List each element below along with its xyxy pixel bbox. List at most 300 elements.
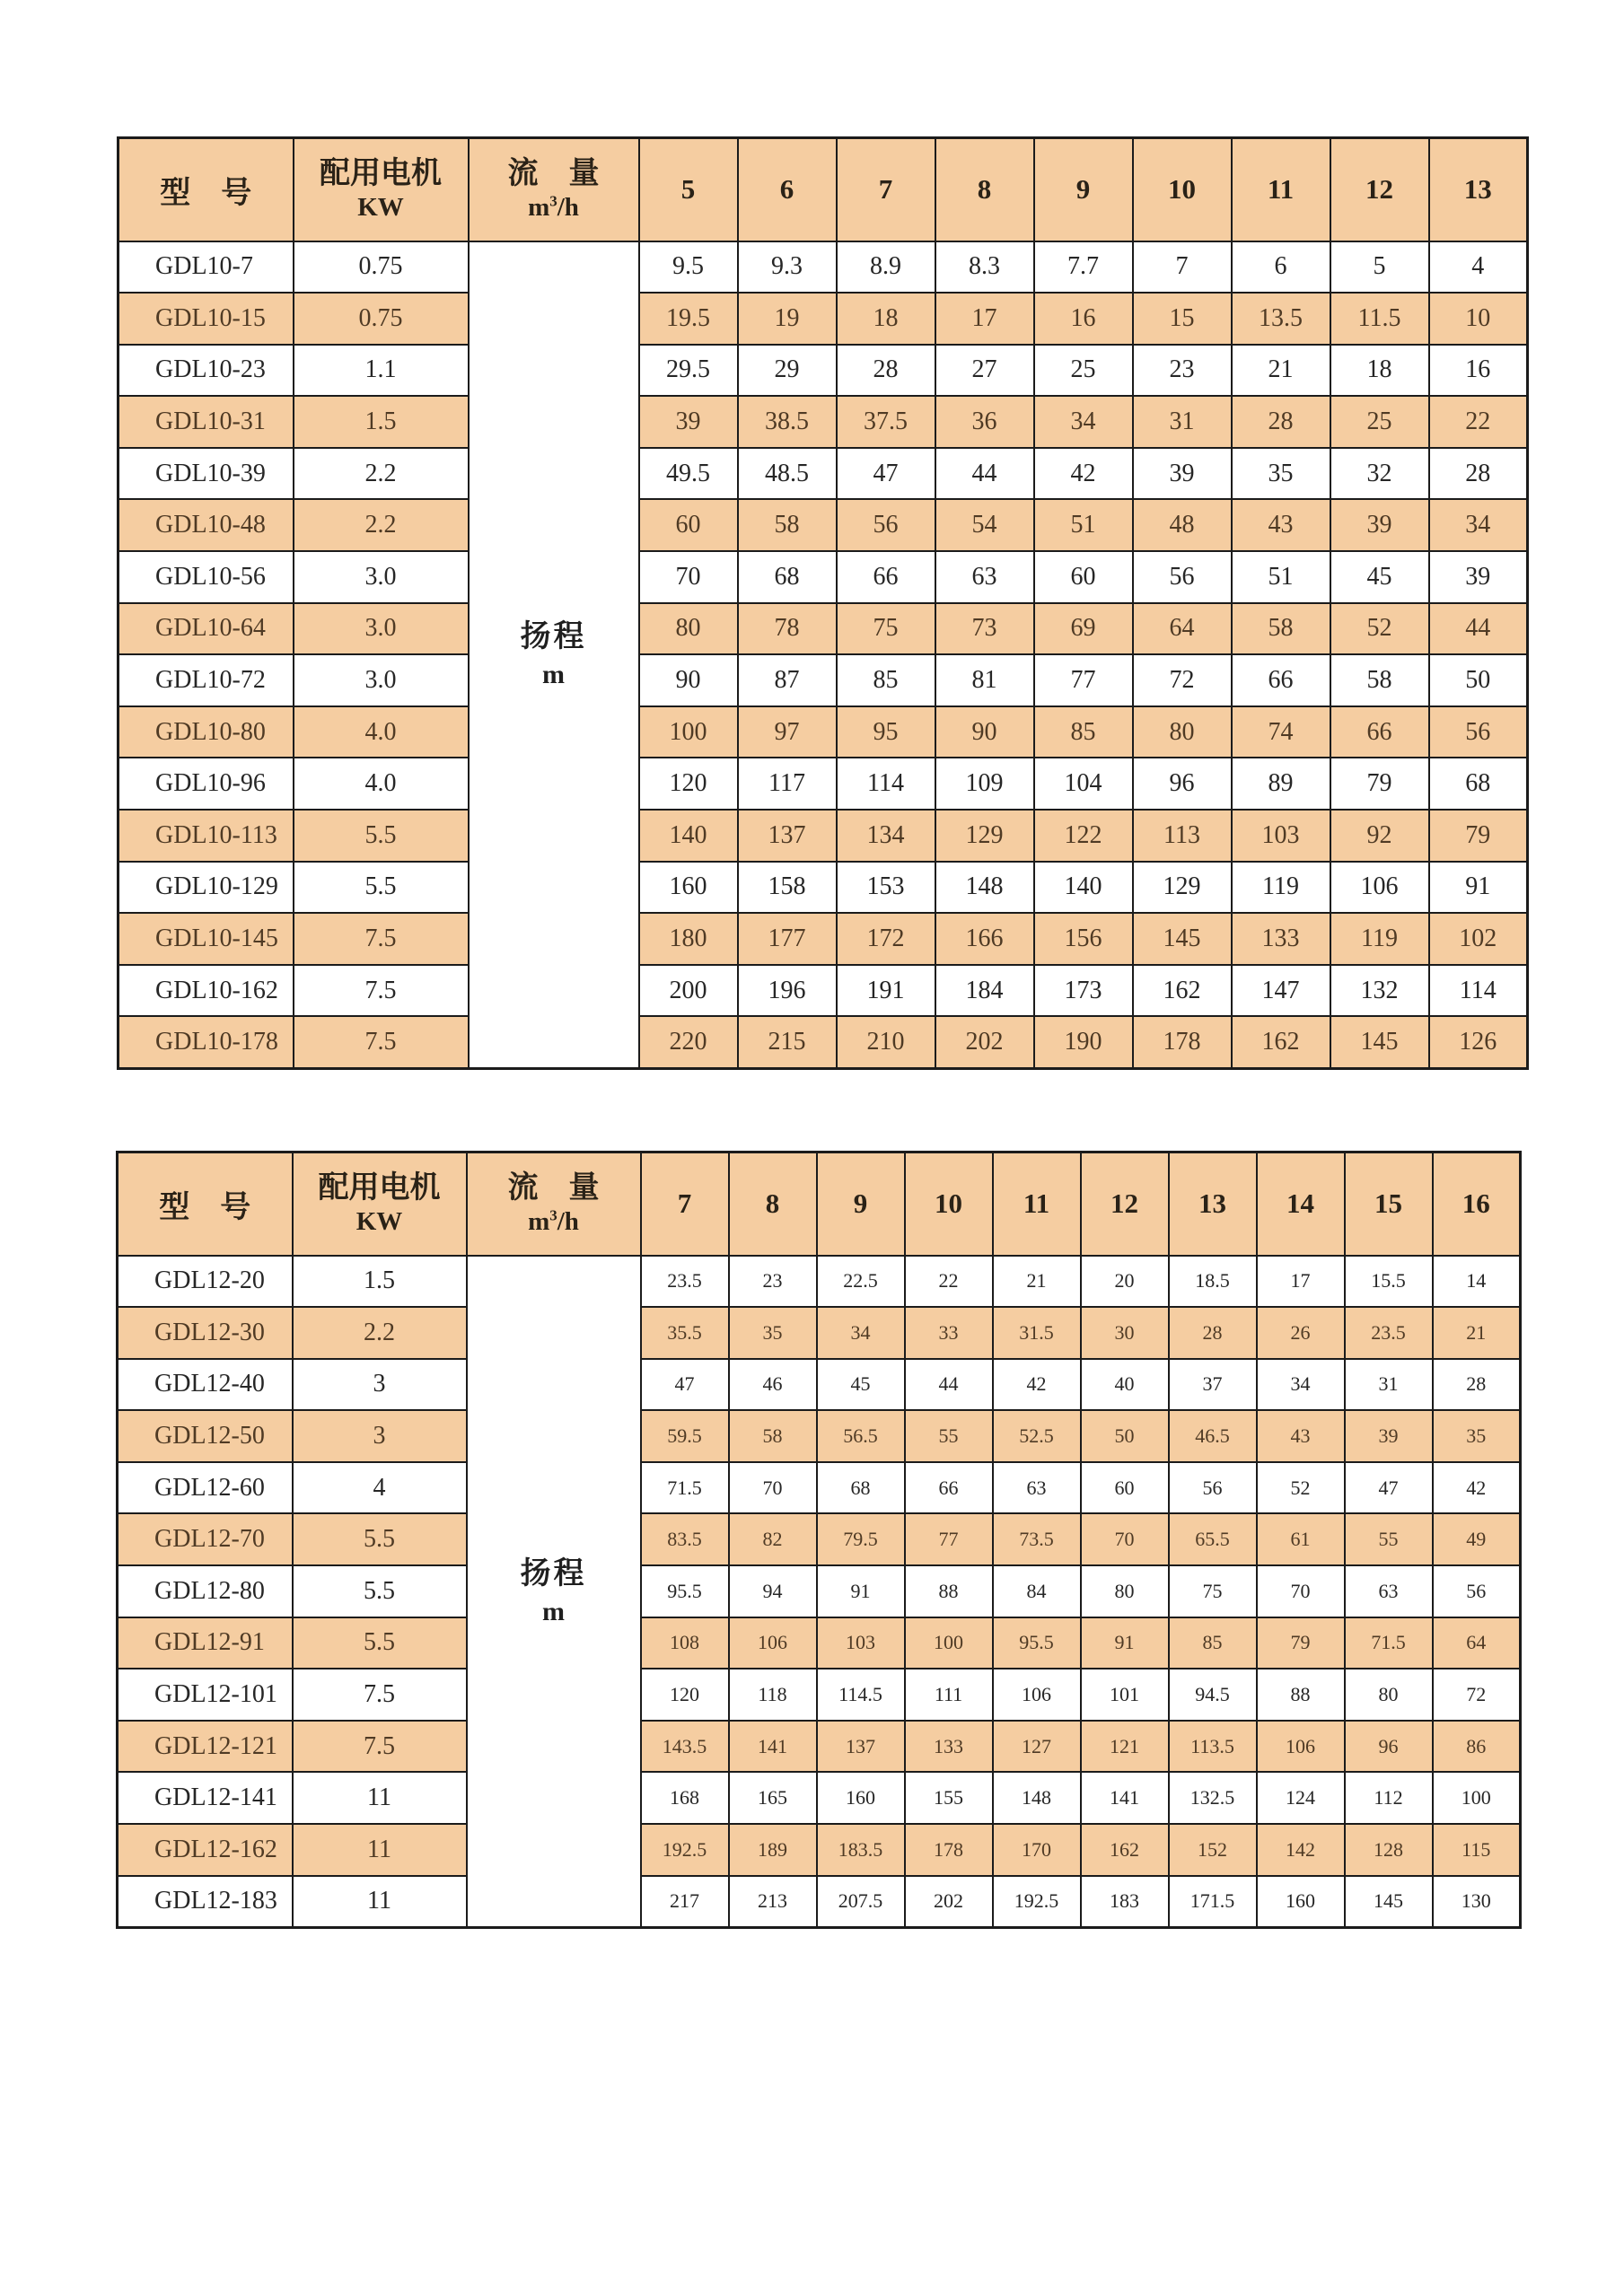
head-value-cell: 92 <box>1330 810 1429 862</box>
motor-kw-cell: 3.0 <box>294 654 469 706</box>
head-value-cell: 145 <box>1330 1016 1429 1068</box>
table-row <box>119 1016 1528 1068</box>
motor-kw-cell: 11 <box>293 1876 467 1928</box>
table-row <box>118 1307 1521 1359</box>
head-value-cell: 20 <box>1081 1256 1169 1308</box>
head-value-cell: 97 <box>738 706 837 758</box>
table-row <box>119 913 1528 965</box>
head-value-cell: 8.9 <box>837 241 935 294</box>
head-value-cell: 16 <box>1429 345 1528 397</box>
head-value-cell: 68 <box>738 551 837 603</box>
head-value-cell: 5 <box>1330 241 1429 294</box>
motor-kw-cell: 2.2 <box>293 1307 467 1359</box>
pump-spec-table-gdl10-container <box>117 136 1529 1070</box>
table-row <box>118 1772 1521 1824</box>
head-value-cell: 55 <box>905 1410 993 1462</box>
head-value-cell: 140 <box>639 810 738 862</box>
head-value-cell: 77 <box>1034 654 1133 706</box>
head-value-cell: 44 <box>1429 603 1528 655</box>
head-value-cell: 183 <box>1081 1876 1169 1928</box>
head-value-cell: 28 <box>1429 448 1528 500</box>
head-value-cell: 95.5 <box>993 1617 1081 1669</box>
head-value-cell: 46 <box>729 1359 817 1411</box>
head-value-cell: 23 <box>1133 345 1232 397</box>
head-value-cell: 38.5 <box>738 396 837 448</box>
head-value-cell: 104 <box>1034 758 1133 810</box>
head-value-cell: 27 <box>935 345 1034 397</box>
model-cell: GDL10-162 <box>119 965 294 1017</box>
head-value-cell: 28 <box>1433 1359 1521 1411</box>
head-value-cell: 51 <box>1232 551 1330 603</box>
head-value-cell: 166 <box>935 913 1034 965</box>
head-value-cell: 79 <box>1257 1617 1345 1669</box>
model-cell: GDL10-23 <box>119 345 294 397</box>
head-value-cell: 106 <box>1257 1721 1345 1773</box>
head-value-cell: 85 <box>1034 706 1133 758</box>
head-value-cell: 56 <box>1433 1565 1521 1617</box>
head-value-cell: 121 <box>1081 1721 1169 1773</box>
head-value-cell: 37 <box>1169 1359 1257 1411</box>
head-value-cell: 22 <box>1429 396 1528 448</box>
head-value-cell: 120 <box>639 758 738 810</box>
head-value-cell: 73.5 <box>993 1513 1081 1565</box>
head-value-cell: 34 <box>1429 499 1528 551</box>
head-value-cell: 63 <box>993 1462 1081 1514</box>
head-value-cell: 89 <box>1232 758 1330 810</box>
head-value-cell: 14 <box>1433 1256 1521 1308</box>
head-value-cell: 21 <box>1433 1307 1521 1359</box>
head-value-cell: 65.5 <box>1169 1513 1257 1565</box>
model-cell: GDL12-80 <box>118 1565 293 1617</box>
flow-label-line: 流 量 <box>507 1170 600 1205</box>
head-value-cell: 45 <box>817 1359 905 1411</box>
head-value-cell: 15 <box>1133 293 1232 345</box>
motor-kw-cell: 7.5 <box>294 1016 469 1068</box>
head-value-cell: 18 <box>837 293 935 345</box>
head-unit-merged-cell <box>469 241 639 1069</box>
head-value-cell: 160 <box>639 862 738 914</box>
head-value-cell: 45 <box>1330 551 1429 603</box>
head-value-cell: 9.5 <box>639 241 738 294</box>
head-value-cell: 15.5 <box>1345 1256 1433 1308</box>
head-value-cell: 152 <box>1169 1824 1257 1876</box>
motor-unit-line: KW <box>356 1207 403 1237</box>
head-value-cell: 25 <box>1034 345 1133 397</box>
head-value-cell: 47 <box>641 1359 729 1411</box>
head-value-cell: 94.5 <box>1169 1669 1257 1721</box>
head-value-cell: 127 <box>993 1721 1081 1773</box>
head-value-cell: 70 <box>729 1462 817 1514</box>
column-header-flow-value: 10 <box>1133 138 1232 241</box>
flow-label-line: 流 量 <box>507 156 600 190</box>
head-value-cell: 124 <box>1257 1772 1345 1824</box>
head-value-cell: 8.3 <box>935 241 1034 294</box>
table-row <box>119 345 1528 397</box>
pump-spec-table-gdl12-container <box>116 1151 1522 1929</box>
model-cell: GDL12-50 <box>118 1410 293 1462</box>
head-value-cell: 190 <box>1034 1016 1133 1068</box>
head-value-cell: 189 <box>729 1824 817 1876</box>
table-row <box>119 499 1528 551</box>
head-value-cell: 16 <box>1034 293 1133 345</box>
head-value-cell: 17 <box>935 293 1034 345</box>
motor-kw-cell: 5.5 <box>294 862 469 914</box>
head-value-cell: 86 <box>1433 1721 1521 1773</box>
motor-kw-cell: 2.2 <box>294 448 469 500</box>
head-value-cell: 39 <box>1345 1410 1433 1462</box>
head-value-cell: 49 <box>1433 1513 1521 1565</box>
table-row <box>119 706 1528 758</box>
head-value-cell: 132.5 <box>1169 1772 1257 1824</box>
head-value-cell: 40 <box>1081 1359 1169 1411</box>
head-value-cell: 79.5 <box>817 1513 905 1565</box>
model-cell: GDL10-96 <box>119 758 294 810</box>
head-value-cell: 73 <box>935 603 1034 655</box>
motor-kw-cell: 5.5 <box>293 1565 467 1617</box>
head-label-line: 扬程 <box>520 620 587 654</box>
head-value-cell: 18 <box>1330 345 1429 397</box>
head-value-cell: 134 <box>837 810 935 862</box>
head-value-cell: 95.5 <box>641 1565 729 1617</box>
head-value-cell: 114 <box>837 758 935 810</box>
column-header-flow-value: 5 <box>639 138 738 241</box>
motor-label-line: 配用电机 <box>320 156 442 190</box>
head-value-cell: 162 <box>1232 1016 1330 1068</box>
head-value-cell: 114.5 <box>817 1669 905 1721</box>
head-value-cell: 43 <box>1257 1410 1345 1462</box>
head-value-cell: 79 <box>1330 758 1429 810</box>
column-header-flow-value: 9 <box>817 1152 905 1256</box>
head-value-cell: 70 <box>1081 1513 1169 1565</box>
head-value-cell: 202 <box>935 1016 1034 1068</box>
model-cell: GDL10-15 <box>119 293 294 345</box>
head-value-cell: 84 <box>993 1565 1081 1617</box>
model-cell: GDL10-72 <box>119 654 294 706</box>
head-value-cell: 50 <box>1429 654 1528 706</box>
head-value-cell: 4 <box>1429 241 1528 294</box>
head-value-cell: 66 <box>1232 654 1330 706</box>
column-header-flow-value: 11 <box>1232 138 1330 241</box>
head-value-cell: 55 <box>1345 1513 1433 1565</box>
model-cell: GDL10-145 <box>119 913 294 965</box>
head-value-cell: 147 <box>1232 965 1330 1017</box>
head-value-cell: 106 <box>729 1617 817 1669</box>
head-value-cell: 173 <box>1034 965 1133 1017</box>
model-cell: GDL12-60 <box>118 1462 293 1514</box>
head-value-cell: 72 <box>1433 1669 1521 1721</box>
column-header-flow-value: 11 <box>993 1152 1081 1256</box>
head-value-cell: 39 <box>1429 551 1528 603</box>
column-header-flow-value: 14 <box>1257 1152 1345 1256</box>
model-cell: GDL12-40 <box>118 1359 293 1411</box>
head-value-cell: 21 <box>993 1256 1081 1308</box>
head-value-cell: 35 <box>1433 1410 1521 1462</box>
head-value-cell: 171.5 <box>1169 1876 1257 1928</box>
model-cell: GDL12-183 <box>118 1876 293 1928</box>
head-value-cell: 60 <box>1081 1462 1169 1514</box>
head-value-cell: 48.5 <box>738 448 837 500</box>
head-value-cell: 43 <box>1232 499 1330 551</box>
head-value-cell: 102 <box>1429 913 1528 965</box>
motor-unit-line: KW <box>357 193 404 223</box>
head-value-cell: 80 <box>639 603 738 655</box>
head-value-cell: 108 <box>641 1617 729 1669</box>
table-row <box>119 862 1528 914</box>
motor-kw-cell: 7.5 <box>294 913 469 965</box>
head-value-cell: 91 <box>1429 862 1528 914</box>
head-value-cell: 28 <box>1169 1307 1257 1359</box>
head-value-cell: 31 <box>1133 396 1232 448</box>
head-value-cell: 66 <box>1330 706 1429 758</box>
head-value-cell: 37.5 <box>837 396 935 448</box>
motor-kw-cell: 1.5 <box>294 396 469 448</box>
model-cell: GDL12-101 <box>118 1669 293 1721</box>
model-cell: GDL10-113 <box>119 810 294 862</box>
head-value-cell: 85 <box>1169 1617 1257 1669</box>
head-value-cell: 133 <box>905 1721 993 1773</box>
model-cell: GDL10-178 <box>119 1016 294 1068</box>
head-value-cell: 192.5 <box>993 1876 1081 1928</box>
table-row <box>118 1359 1521 1411</box>
head-value-cell: 180 <box>639 913 738 965</box>
head-value-cell: 9.3 <box>738 241 837 294</box>
head-value-cell: 106 <box>1330 862 1429 914</box>
head-value-cell: 19 <box>738 293 837 345</box>
head-value-cell: 35 <box>1232 448 1330 500</box>
motor-kw-cell: 11 <box>293 1772 467 1824</box>
head-value-cell: 137 <box>817 1721 905 1773</box>
head-value-cell: 140 <box>1034 862 1133 914</box>
motor-kw-cell: 4 <box>293 1462 467 1514</box>
head-value-cell: 130 <box>1433 1876 1521 1928</box>
head-value-cell: 23.5 <box>641 1256 729 1308</box>
head-value-cell: 26 <box>1257 1307 1345 1359</box>
motor-kw-cell: 0.75 <box>294 293 469 345</box>
head-value-cell: 39 <box>639 396 738 448</box>
head-value-cell: 31 <box>1345 1359 1433 1411</box>
motor-kw-cell: 2.2 <box>294 499 469 551</box>
head-value-cell: 80 <box>1133 706 1232 758</box>
head-value-cell: 112 <box>1345 1772 1433 1824</box>
head-value-cell: 153 <box>837 862 935 914</box>
head-value-cell: 28 <box>1232 396 1330 448</box>
head-value-cell: 18.5 <box>1169 1256 1257 1308</box>
head-value-cell: 129 <box>1133 862 1232 914</box>
pump-spec-table-gdl12 <box>116 1151 1522 1929</box>
column-header-flow <box>469 138 639 241</box>
column-header-motor <box>293 1152 467 1256</box>
model-cell: GDL12-121 <box>118 1721 293 1773</box>
head-value-cell: 94 <box>729 1565 817 1617</box>
head-value-cell: 183.5 <box>817 1824 905 1876</box>
head-value-cell: 10 <box>1429 293 1528 345</box>
head-value-cell: 39 <box>1330 499 1429 551</box>
table-row <box>119 810 1528 862</box>
head-value-cell: 34 <box>1257 1359 1345 1411</box>
head-value-cell: 103 <box>1232 810 1330 862</box>
head-value-cell: 33 <box>905 1307 993 1359</box>
flow-unit-line: $m^3/h$ <box>528 1206 579 1237</box>
head-value-cell: 25 <box>1330 396 1429 448</box>
head-value-cell: 52 <box>1257 1462 1345 1514</box>
head-value-cell: 7.7 <box>1034 241 1133 294</box>
head-value-cell: 23.5 <box>1345 1307 1433 1359</box>
head-value-cell: 210 <box>837 1016 935 1068</box>
head-value-cell: 70 <box>639 551 738 603</box>
head-value-cell: 77 <box>905 1513 993 1565</box>
motor-kw-cell: 5.5 <box>293 1513 467 1565</box>
head-value-cell: 145 <box>1345 1876 1433 1928</box>
head-value-cell: 35.5 <box>641 1307 729 1359</box>
flow-unit-superscript: 3 <box>549 1206 557 1224</box>
head-value-cell: 47 <box>1345 1462 1433 1514</box>
motor-kw-cell: 0.75 <box>294 241 469 294</box>
header-row <box>119 138 1528 241</box>
head-value-cell: 71.5 <box>641 1462 729 1514</box>
head-value-cell: 88 <box>905 1565 993 1617</box>
head-value-cell: 172 <box>837 913 935 965</box>
head-value-cell: 119 <box>1232 862 1330 914</box>
head-value-cell: 156 <box>1034 913 1133 965</box>
head-value-cell: 60 <box>639 499 738 551</box>
head-value-cell: 90 <box>935 706 1034 758</box>
table-row <box>118 1513 1521 1565</box>
head-value-cell: 115 <box>1433 1824 1521 1876</box>
column-header-flow-value: 9 <box>1034 138 1133 241</box>
head-value-cell: 177 <box>738 913 837 965</box>
head-value-cell: 119 <box>1330 913 1429 965</box>
table-row <box>118 1565 1521 1617</box>
head-value-cell: 17 <box>1257 1256 1345 1308</box>
table-row <box>119 758 1528 810</box>
head-value-cell: 141 <box>729 1721 817 1773</box>
head-value-cell: 213 <box>729 1876 817 1928</box>
column-header-flow <box>467 1152 641 1256</box>
motor-kw-cell: 1.1 <box>294 345 469 397</box>
head-value-cell: 81 <box>935 654 1034 706</box>
motor-kw-cell: 5.5 <box>294 810 469 862</box>
head-value-cell: 155 <box>905 1772 993 1824</box>
column-header-flow-value: 7 <box>837 138 935 241</box>
head-value-cell: 192.5 <box>641 1824 729 1876</box>
motor-kw-cell: 7.5 <box>294 965 469 1017</box>
table-row <box>119 603 1528 655</box>
head-value-cell: 158 <box>738 862 837 914</box>
head-value-cell: 56 <box>1169 1462 1257 1514</box>
table-row <box>119 551 1528 603</box>
head-unit-line: m <box>542 1596 565 1626</box>
head-value-cell: 70 <box>1257 1565 1345 1617</box>
head-value-cell: 113.5 <box>1169 1721 1257 1773</box>
table-row <box>118 1669 1521 1721</box>
head-value-cell: 113 <box>1133 810 1232 862</box>
head-value-cell: 217 <box>641 1876 729 1928</box>
head-value-cell: 29 <box>738 345 837 397</box>
table-row <box>118 1462 1521 1514</box>
head-value-cell: 31.5 <box>993 1307 1081 1359</box>
head-value-cell: 50 <box>1081 1410 1169 1462</box>
head-value-cell: 58 <box>738 499 837 551</box>
table-row <box>119 654 1528 706</box>
head-value-cell: 160 <box>1257 1876 1345 1928</box>
head-value-cell: 52 <box>1330 603 1429 655</box>
head-value-cell: 35 <box>729 1307 817 1359</box>
head-value-cell: 59.5 <box>641 1410 729 1462</box>
model-cell: GDL10-7 <box>119 241 294 294</box>
head-value-cell: 29.5 <box>639 345 738 397</box>
head-value-cell: 23 <box>729 1256 817 1308</box>
head-value-cell: 51 <box>1034 499 1133 551</box>
table-row <box>119 396 1528 448</box>
column-header-model: 型 号 <box>119 138 294 241</box>
head-value-cell: 28 <box>837 345 935 397</box>
header-row <box>118 1152 1521 1256</box>
model-cell: GDL12-162 <box>118 1824 293 1876</box>
head-value-cell: 44 <box>935 448 1034 500</box>
motor-kw-cell: 11 <box>293 1824 467 1876</box>
column-header-flow-value: 13 <box>1169 1152 1257 1256</box>
table-row <box>119 241 1528 294</box>
model-cell: GDL12-91 <box>118 1617 293 1669</box>
head-value-cell: 133 <box>1232 913 1330 965</box>
head-value-cell: 68 <box>817 1462 905 1514</box>
head-value-cell: 196 <box>738 965 837 1017</box>
head-value-cell: 22 <box>905 1256 993 1308</box>
head-value-cell: 96 <box>1133 758 1232 810</box>
model-cell: GDL10-48 <box>119 499 294 551</box>
head-value-cell: 148 <box>993 1772 1081 1824</box>
head-value-cell: 207.5 <box>817 1876 905 1928</box>
head-value-cell: 145 <box>1133 913 1232 965</box>
head-value-cell: 111 <box>905 1669 993 1721</box>
head-value-cell: 7 <box>1133 241 1232 294</box>
head-value-cell: 191 <box>837 965 935 1017</box>
head-value-cell: 148 <box>935 862 1034 914</box>
column-header-flow-value: 8 <box>729 1152 817 1256</box>
head-value-cell: 42 <box>993 1359 1081 1411</box>
head-value-cell: 56 <box>837 499 935 551</box>
head-value-cell: 64 <box>1433 1617 1521 1669</box>
head-value-cell: 13.5 <box>1232 293 1330 345</box>
head-value-cell: 114 <box>1429 965 1528 1017</box>
model-cell: GDL10-64 <box>119 603 294 655</box>
head-value-cell: 49.5 <box>639 448 738 500</box>
head-value-cell: 132 <box>1330 965 1429 1017</box>
model-cell: GDL10-39 <box>119 448 294 500</box>
head-value-cell: 42 <box>1433 1462 1521 1514</box>
head-value-cell: 83.5 <box>641 1513 729 1565</box>
head-value-cell: 75 <box>837 603 935 655</box>
head-value-cell: 200 <box>639 965 738 1017</box>
head-value-cell: 66 <box>905 1462 993 1514</box>
head-value-cell: 118 <box>729 1669 817 1721</box>
head-value-cell: 63 <box>935 551 1034 603</box>
table-row <box>119 293 1528 345</box>
pump-spec-table-gdl10 <box>117 136 1529 1070</box>
motor-kw-cell: 4.0 <box>294 706 469 758</box>
head-value-cell: 129 <box>935 810 1034 862</box>
head-value-cell: 178 <box>1133 1016 1232 1068</box>
flow-unit-superscript: 3 <box>549 192 557 210</box>
head-value-cell: 215 <box>738 1016 837 1068</box>
model-cell: GDL10-80 <box>119 706 294 758</box>
head-value-cell: 42 <box>1034 448 1133 500</box>
head-value-cell: 160 <box>817 1772 905 1824</box>
head-value-cell: 44 <box>905 1359 993 1411</box>
head-value-cell: 202 <box>905 1876 993 1928</box>
model-cell: GDL12-141 <box>118 1772 293 1824</box>
motor-kw-cell: 3.0 <box>294 603 469 655</box>
